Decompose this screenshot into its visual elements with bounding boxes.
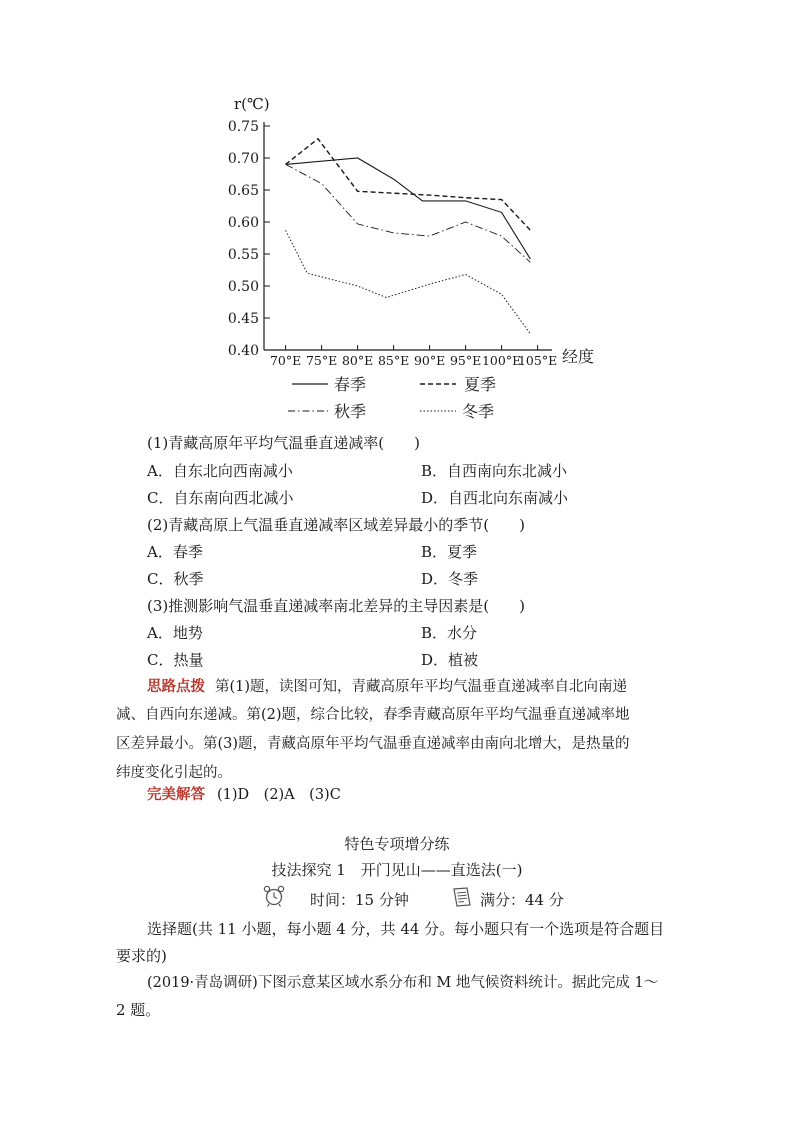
x-tick-label: 80°E <box>341 353 374 368</box>
analysis-line-1 <box>147 672 627 702</box>
section-subtitle: 技法探究 1 开门见山——直选法(一) <box>271 861 523 879</box>
y-tick-label: 0.60 <box>227 215 259 231</box>
question-3-option-c: C．热量 <box>147 651 204 669</box>
x-tick-label: 75°E <box>305 353 338 368</box>
x-axis-label: 经度 <box>562 347 595 366</box>
y-tick-label: 0.50 <box>227 279 259 295</box>
question-3-option-a: A．地势 <box>147 624 203 642</box>
chart-axes <box>264 122 552 350</box>
legend-label-summer: 夏季 <box>464 375 497 394</box>
x-tick-label: 90°E <box>413 353 446 368</box>
x-tick-label: 85°E <box>377 353 410 368</box>
question-2-stem: (2)青藏高原上气温垂直递减率区域差异最小的季节( ) <box>147 516 525 534</box>
instructions-line-3: (2019·青岛调研)下图示意某区域水系分布和 M 地气候资料统计。据此完成 1～ <box>147 975 659 991</box>
question-3-option-d: D．植被 <box>421 651 479 669</box>
legend-label-winter: 冬季 <box>462 402 495 421</box>
answer-text: (1)D (2)A (3)C <box>217 787 341 803</box>
question-3-stem: (3)推测影响气温垂直递减率南北差异的主导因素是( ) <box>147 597 525 615</box>
question-1-option-c: C．自东南向西北减小 <box>147 489 294 507</box>
x-tick-label: 105°E <box>517 353 558 368</box>
analysis-line-3: 区差异最小。第(3)题，青藏高原年平均气温垂直递减率由南向北增大，是热量的 <box>116 736 630 752</box>
instructions-line-4: 2 题。 <box>116 1001 161 1019</box>
question-1-stem: (1)青藏高原年平均气温垂直递减率( ) <box>147 434 420 452</box>
answer-line <box>147 780 341 810</box>
analysis-line-2: 减、自西向东递减。第(2)题，综合比较，春季青藏高原年平均气温垂直递减率地 <box>116 707 630 723</box>
series-line-3 <box>286 230 531 334</box>
chart-ticks <box>228 119 557 368</box>
instructions-line-1: 选择题(共 11 小题，每小题 4 分，共 44 分。每小题只有一个选项是符合题目 <box>147 920 665 938</box>
y-tick-label: 0.45 <box>227 311 259 327</box>
alarm-clock-icon <box>262 884 286 908</box>
section-title: 特色专项增分练 <box>344 835 450 853</box>
question-2-option-a: A．春季 <box>147 543 203 561</box>
y-tick-label: 0.40 <box>227 343 259 359</box>
question-1-option-a: A．自东北向西南减小 <box>147 462 293 480</box>
series-line-1 <box>286 139 531 231</box>
full-score: 满分：44 分 <box>480 891 564 909</box>
analysis-text-1: 第(1)题，读图可知，青藏高原年平均气温垂直递减率自北向南递 <box>215 679 628 695</box>
question-1-option-b: B．自西南向东北减小 <box>421 462 568 480</box>
exam-paper-icon <box>450 885 474 909</box>
question-2-option-c: C．秋季 <box>147 570 204 588</box>
answer-label: 完美解答 <box>147 786 205 803</box>
x-tick-label: 95°E <box>449 353 482 368</box>
y-tick-label: 0.70 <box>227 151 259 167</box>
question-3-option-b: B．水分 <box>421 624 478 642</box>
question-2-option-d: D．冬季 <box>421 570 479 588</box>
analysis-line-4: 纬度变化引起的。 <box>116 765 232 781</box>
analysis-label: 思路点拨 <box>147 678 205 695</box>
chart-legend <box>288 375 496 421</box>
y-tick-label: 0.75 <box>227 119 259 135</box>
time-limit: 时间：15 分钟 <box>310 891 409 909</box>
y-tick-label: 0.65 <box>227 183 259 199</box>
question-2-option-b: B．夏季 <box>421 543 478 561</box>
x-tick-label: 100°E <box>481 353 522 368</box>
legend-label-spring: 春季 <box>334 375 367 394</box>
instructions-line-2: 要求的) <box>116 947 167 965</box>
question-1-option-d: D．自西北向东南减小 <box>421 489 569 507</box>
y-tick-label: 0.55 <box>227 247 259 263</box>
lapse-rate-chart <box>0 0 794 430</box>
series-line-2 <box>286 164 531 262</box>
series-line-0 <box>286 158 531 259</box>
legend-label-autumn: 秋季 <box>334 402 367 421</box>
x-tick-label: 70°E <box>269 353 302 368</box>
chart-series <box>286 139 531 334</box>
y-axis-label: r(℃) <box>234 95 270 113</box>
